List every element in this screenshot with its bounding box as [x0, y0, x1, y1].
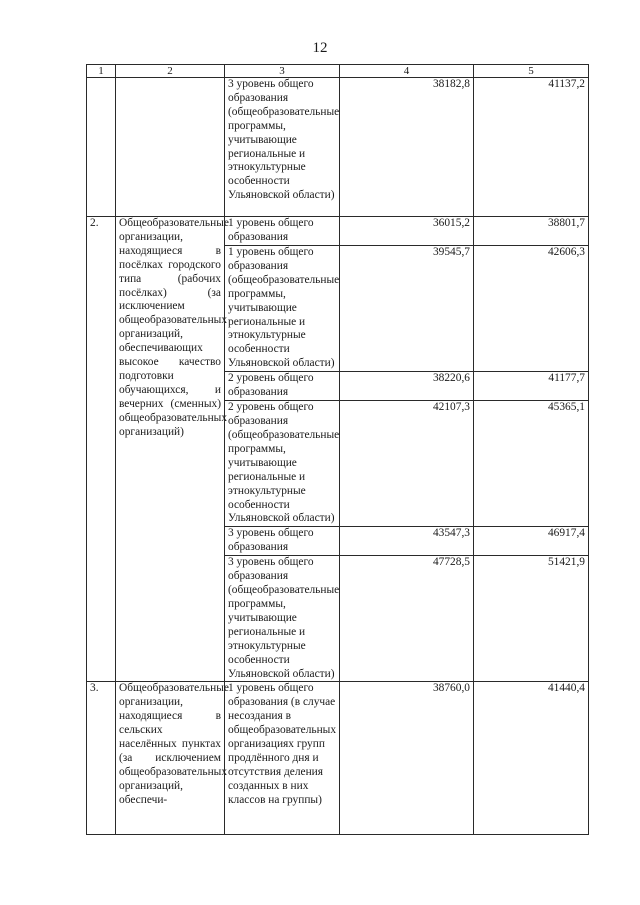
- value-col-4: 38760,0: [340, 682, 474, 835]
- value-col-4: 42107,3: [340, 401, 474, 527]
- column-header-5: 5: [474, 65, 589, 78]
- tariff-table: [86, 64, 589, 835]
- row-number: [87, 78, 116, 217]
- page-number: 12: [312, 40, 328, 56]
- value-col-5: 46917,4: [474, 527, 589, 556]
- education-level: 3 уровень общего образования (общеобразовательные программы, учитывающие региональные и этнокультурные особенности Ульяновской области): [225, 556, 340, 682]
- organization-type: [116, 78, 225, 217]
- table-row: [87, 217, 589, 246]
- organization-type: Общеобразовательные организации, находящиеся в сельских населённых пунктах (за исключением общеобразовательных организаций, обеспечи-: [116, 682, 225, 835]
- education-level: 2 уровень общего образования: [225, 372, 340, 401]
- row-number: 2.: [87, 217, 116, 682]
- value-col-5: 51421,9: [474, 556, 589, 682]
- value-col-4: 43547,3: [340, 527, 474, 556]
- value-col-4: 36015,2: [340, 217, 474, 246]
- education-level: 3 уровень общего образования (общеобразовательные программы, учитывающие региональные и этнокультурные особенности Ульяновской области): [225, 78, 340, 217]
- value-col-4: 39545,7: [340, 246, 474, 372]
- header-row: [87, 65, 589, 78]
- value-col-5: 41177,7: [474, 372, 589, 401]
- education-level: 1 уровень общего образования (общеобразовательные программы, учитывающие региональные и этнокультурные особенности Ульяновской области): [225, 246, 340, 372]
- column-header-1: 1: [87, 65, 116, 78]
- value-col-5: 41440,4: [474, 682, 589, 835]
- value-col-5: 42606,3: [474, 246, 589, 372]
- organization-type: Общеобразовательные организации, находящиеся в посёлках городского типа (рабочих посёлках) (за исключением общеобразовательных организаций, обеспечивающих высокое качество подготовки обучающихся, и вечерних (сменных) общеобразовательных организаций): [116, 217, 225, 682]
- value-col-4: 47728,5: [340, 556, 474, 682]
- value-col-5: 45365,1: [474, 401, 589, 527]
- row-number: 3.: [87, 682, 116, 835]
- value-col-5: 38801,7: [474, 217, 589, 246]
- value-col-4: 38182,8: [340, 78, 474, 217]
- education-level: 3 уровень общего образования: [225, 527, 340, 556]
- value-col-5: 41137,2: [474, 78, 589, 217]
- education-level: 2 уровень общего образования (общеобразовательные программы, учитывающие региональные и этнокультурные особенности Ульяновской области): [225, 401, 340, 527]
- table-row: [87, 78, 589, 217]
- education-level: 1 уровень общего образования (в случае несоздания в общеобразовательных организациях групп продлённого дня и отсутствия деления созданных в них классов на группы): [225, 682, 340, 835]
- column-header-3: 3: [225, 65, 340, 78]
- value-col-4: 38220,6: [340, 372, 474, 401]
- column-header-4: 4: [340, 65, 474, 78]
- column-header-2: 2: [116, 65, 225, 78]
- table-row: [87, 682, 589, 835]
- education-level: 1 уровень общего образования: [225, 217, 340, 246]
